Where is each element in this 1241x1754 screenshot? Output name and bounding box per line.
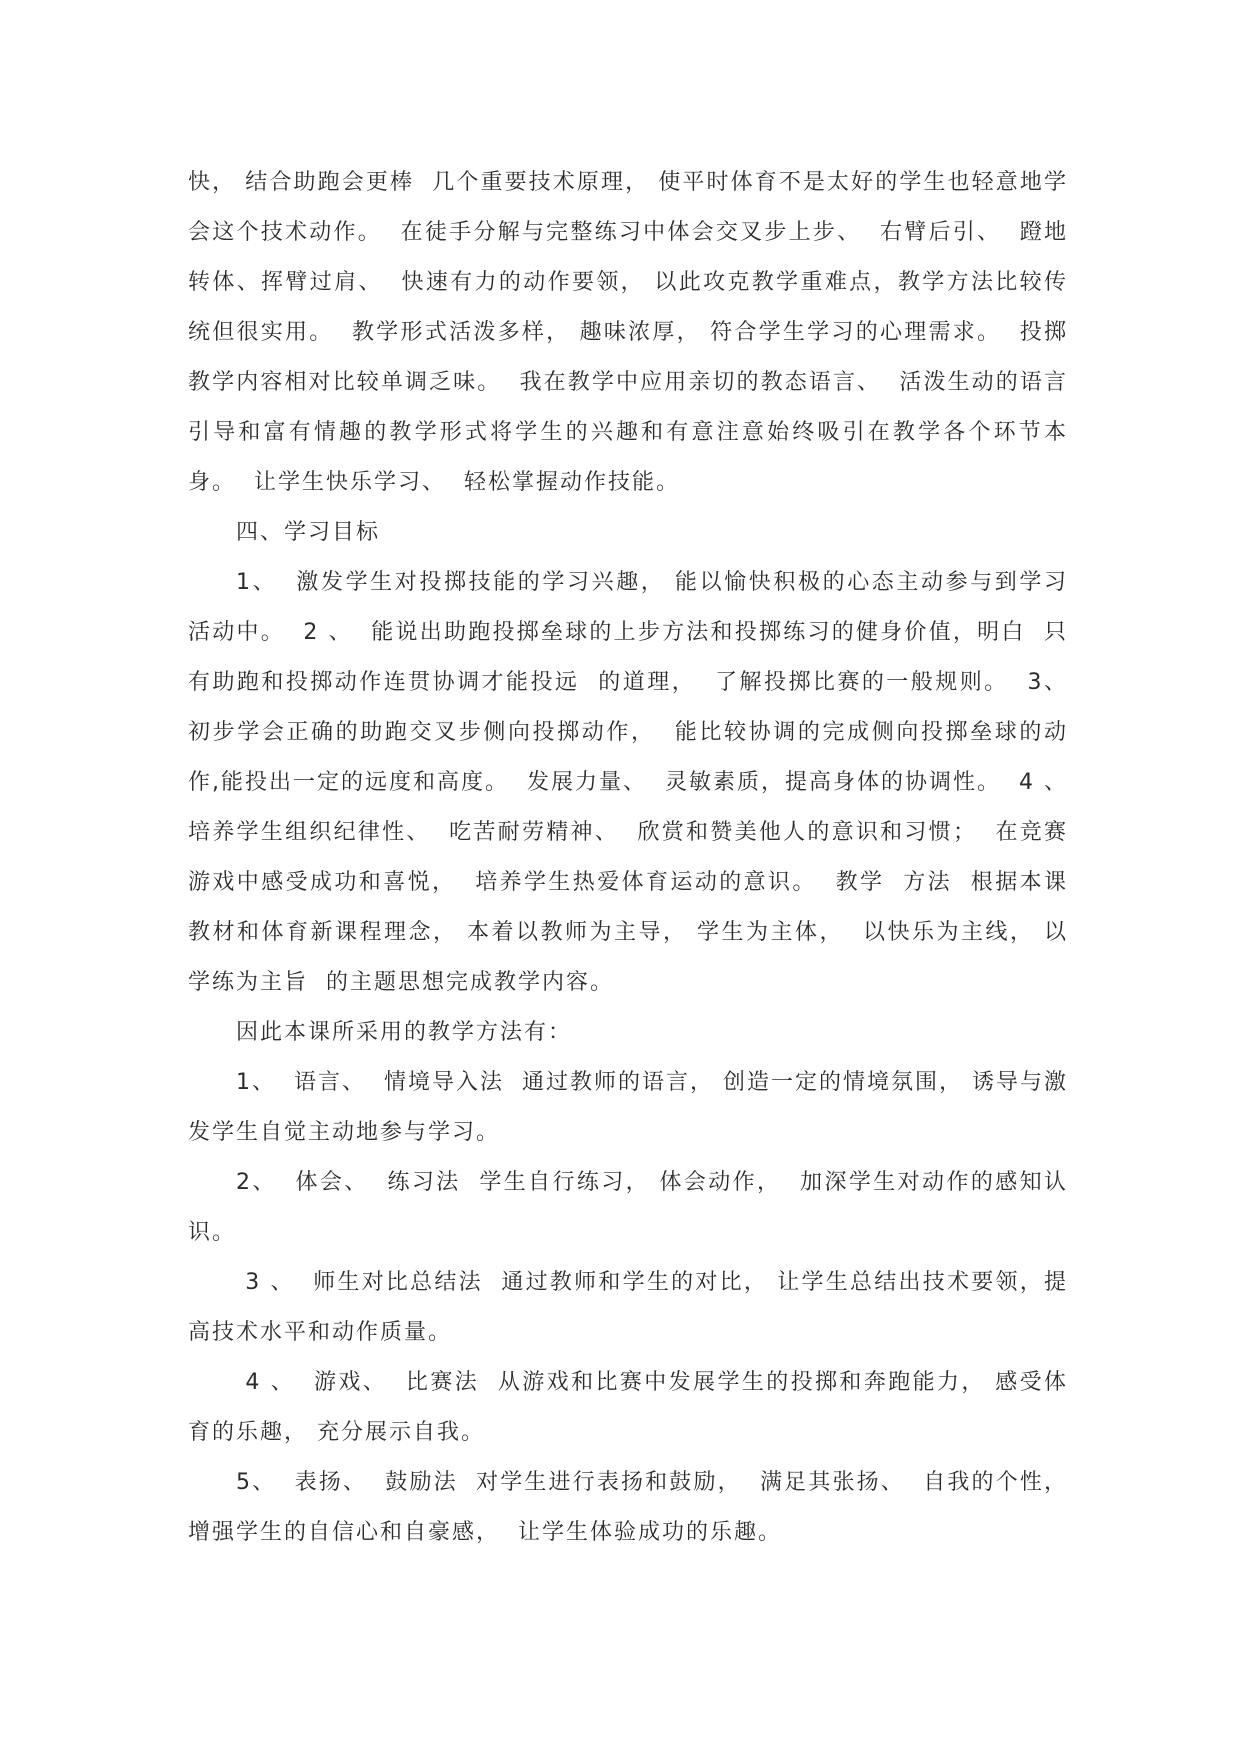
paragraph-method-4: 4 、 游戏、 比赛法 从游戏和比赛中发展学生的投掷和奔跑能力， 感受体育的乐趣， 充分展示自我。 (188, 1370, 1068, 1445)
document-body (188, 158, 1086, 1558)
paragraph-method-2: 2、 体会、 练习法 学生自行练习， 体会动作， 加深学生对动作的感知认识。 (188, 1170, 1068, 1245)
paragraph-methods-intro: 因此本课所采用的教学方法有： (236, 1020, 573, 1045)
paragraph-goals-list: 1、 激发学生对投掷技能的学习兴趣， 能以愉快积极的心态主动参与到学习活动中。 2 、 能说出助跑投掷垒球的上步方法和投掷练习的健身价值，明白 只有助跑和投掷动作连贯协调才能投远 的道理， 了解投掷比赛的一般规则。 3、 初步学会正确的助跑交叉步侧向投掷动作， 能比较协调的完成侧向投掷垒球的动作,能投出一定的远度和高度。 发展力量、 灵敏素质，提高身体的协调性。 4 、 培养学生组织纪律性、 吃苦耐劳精神、 欣赏和赞美他人的意识和习惯； 在竞赛游戏中感受成功和喜悦， 培养学生热爱体育运动的意识。 教学 方法 根据本课教材和体育新课程理念， 本着以教师为主导， 学生为主体， 以快乐为主线， 以学练为主旨 的主题思想完成教学内容。 (188, 570, 1086, 995)
paragraph-teaching-style: 快， 结合助跑会更棒 几个重要技术原理， 使平时体育不是太好的学生也轻意地学会这个技术动作。 在徒手分解与完整练习中体会交叉步上步、 右臂后引、 蹬地转体、挥臂过肩、 快速有力的动作要领， 以此攻克教学重难点，教学方法比较传统但很实用。 教学形式活泼多样， 趣味浓厚， 符合学生学习的心理需求。 投掷教学内容相对比较单调乏味。 我在教学中应用亲切的教态语言、 活泼生动的语言引导和富有情趣的教学形式将学生的兴趣和有意注意始终吸引在教学各个环节本身。 让学生快乐学习、 轻松掌握动作技能。 (188, 170, 1068, 495)
paragraph-method-3: 3 、 师生对比总结法 通过教师和学生的对比， 让学生总结出技术要领，提高技术水平和动作质量。 (188, 1270, 1068, 1345)
paragraph-method-5: 5、 表扬、 鼓励法 对学生进行表扬和鼓励， 满足其张扬、 自我的个性， 增强学生的自信心和自豪感， 让学生体验成功的乐趣。 (188, 1470, 1077, 1545)
paragraph-method-1: 1、 语言、 情境导入法 通过教师的语言， 创造一定的情境氛围， 诱导与激发学生自觉主动地参与学习。 (188, 1070, 1068, 1145)
heading-learning-goals: 四、学习目标 (236, 520, 381, 545)
